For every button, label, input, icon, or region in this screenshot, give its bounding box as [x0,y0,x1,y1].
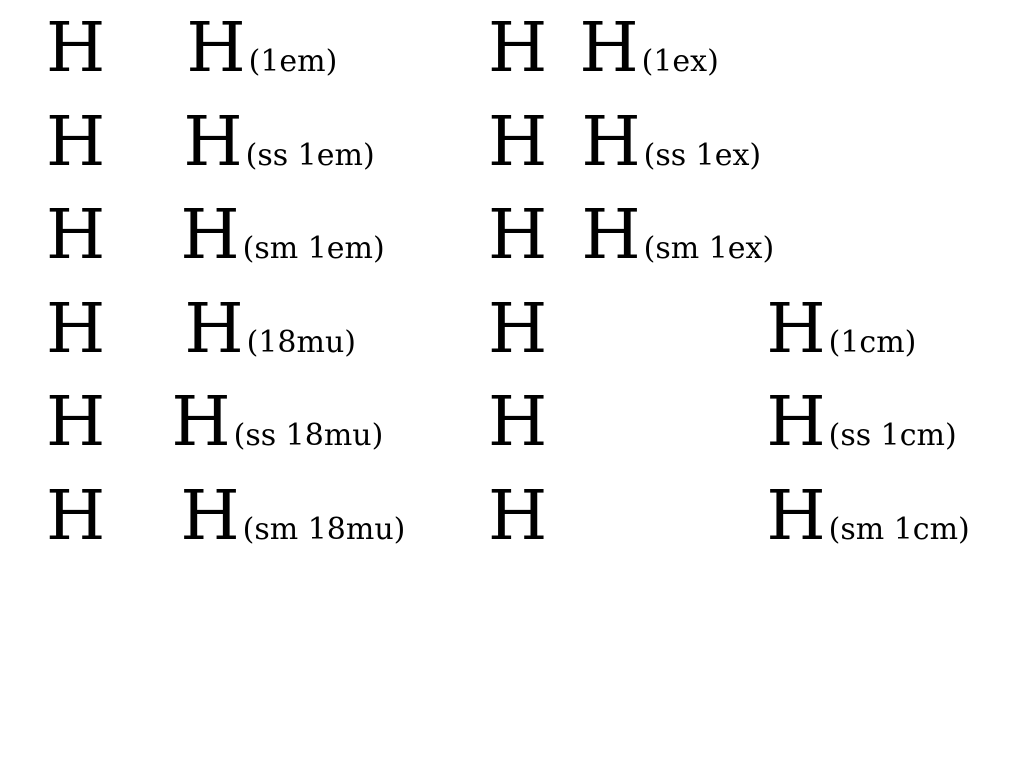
test-gap [105,538,180,539]
test-gap [105,164,183,165]
h-glyph-second: H [180,476,240,556]
test-gap [105,351,184,352]
h-glyph-first: H [488,383,548,462]
spacing-row-sm-1cm [488,470,970,564]
h-glyph-second: H [581,102,641,182]
h-glyph-second: H [183,102,243,182]
spacing-row-ss-1cm [488,376,970,470]
h-glyph-second: H [579,9,639,88]
spacing-label: (ss 1em) [245,137,375,173]
h-glyph-first: H [46,9,106,88]
spacing-label: (ss 1cm) [828,418,957,453]
h-glyph-second: H [180,196,240,275]
spacing-row-sm-1ex [488,189,970,283]
h-glyph-first: H [488,476,548,556]
h-glyph-first: H [46,196,106,275]
spacing-row-ss-1ex [488,96,970,190]
h-glyph-second: H [581,196,641,275]
spacing-label: (sm 18mu) [242,511,406,547]
spacing-row-ss-18mu [46,376,405,470]
spacing-row-1ex [488,2,970,96]
spacing-label: (sm 1ex) [643,231,775,266]
spacing-label: (ss 1ex) [643,137,762,173]
h-glyph-first: H [46,289,106,369]
h-glyph-first: H [488,9,548,88]
test-gap [547,70,579,71]
spacing-row-1cm [488,283,970,377]
h-glyph-second: H [766,476,826,556]
h-glyph-second: H [184,289,244,369]
h-glyph-second: H [766,383,826,462]
spacing-row-sm-18mu [46,470,405,564]
spacing-test-column-left [46,2,405,563]
h-glyph-first: H [46,383,106,462]
spacing-label: (1em) [248,44,338,79]
h-glyph-first: H [46,102,106,182]
spacing-row-1em [46,2,405,96]
spacing-test-column-right [488,2,970,563]
spacing-label: (sm 1cm) [828,511,970,547]
test-gap [105,257,180,258]
test-gap [105,444,171,445]
h-glyph-second: H [186,9,246,88]
h-glyph-second: H [171,383,231,462]
spacing-label: (ss 18mu) [233,418,384,453]
spacing-row-sm-1em [46,189,405,283]
test-gap [547,164,581,165]
spacing-label: (sm 1em) [242,231,385,266]
h-glyph-first: H [488,102,548,182]
test-gap [547,444,766,445]
test-gap [547,257,581,258]
spacing-row-ss-1em [46,96,405,190]
spacing-label: (1cm) [828,324,917,360]
test-gap [547,538,766,539]
spacing-label: (18mu) [246,324,356,360]
test-gap [105,70,186,71]
h-glyph-first: H [488,196,548,275]
spacing-row-18mu [46,283,405,377]
h-glyph-first: H [488,289,548,369]
h-glyph-second: H [766,289,826,369]
test-gap [547,351,766,352]
h-glyph-first: H [46,476,106,556]
spacing-label: (1ex) [641,44,719,79]
